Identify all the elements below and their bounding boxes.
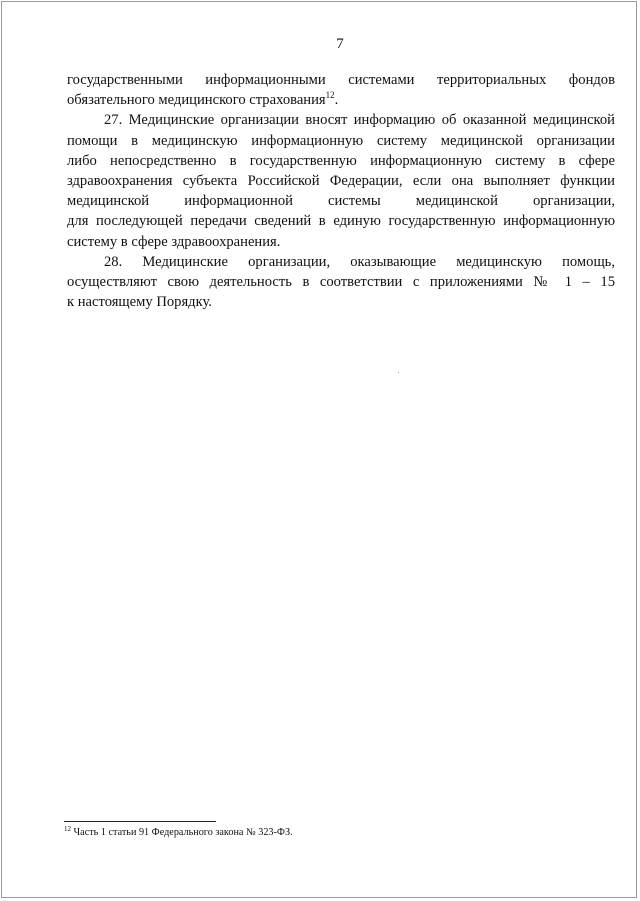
text-line: здравоохранения субъекта Российской Федерации, если она выполняет функции: [67, 173, 615, 190]
footnote-marker: 12: [64, 825, 71, 833]
paragraph-28: [67, 252, 615, 313]
document-body: [67, 70, 615, 312]
text-line: [67, 90, 615, 110]
text-line: помощи в медицинскую информационную систему медицинской организации: [67, 132, 615, 149]
page-number: 7: [336, 36, 344, 52]
footnote: [64, 826, 604, 839]
text-line: систему в сфере здравоохранения.: [67, 233, 281, 250]
text-line: для последующей передачи сведений в единую государственную информационную: [67, 213, 615, 230]
text-fragment: обязательного медицинского страхования: [67, 92, 326, 109]
text-line: либо непосредственно в государственную информационную систему в сфере: [67, 152, 615, 169]
text-fragment: .: [334, 92, 339, 109]
text-line: к настоящему Порядку.: [67, 294, 212, 311]
text-line: 27. Медицинские организации вносят информацию об оказанной медицинской: [104, 112, 615, 129]
text-line: осуществляют свою деятельность в соответствии с приложениями № 1 – 15: [67, 274, 615, 291]
text-line: государственными информационными системами территориальных фондов: [67, 72, 615, 88]
footnote-text: Часть 1 статьи 91 Федерального закона № 323-ФЗ.: [71, 827, 293, 838]
scan-speck: [398, 372, 399, 373]
text-line: 28. Медицинские организации, оказывающие медицинскую помощь,: [104, 253, 615, 270]
continuation-paragraph: [67, 70, 615, 110]
paragraph-27: [67, 110, 615, 251]
footnote-separator: [64, 821, 216, 822]
footnote-reference[interactable]: 12: [325, 90, 335, 101]
text-line: медицинской информационной системы медицинской организации,: [67, 193, 615, 210]
